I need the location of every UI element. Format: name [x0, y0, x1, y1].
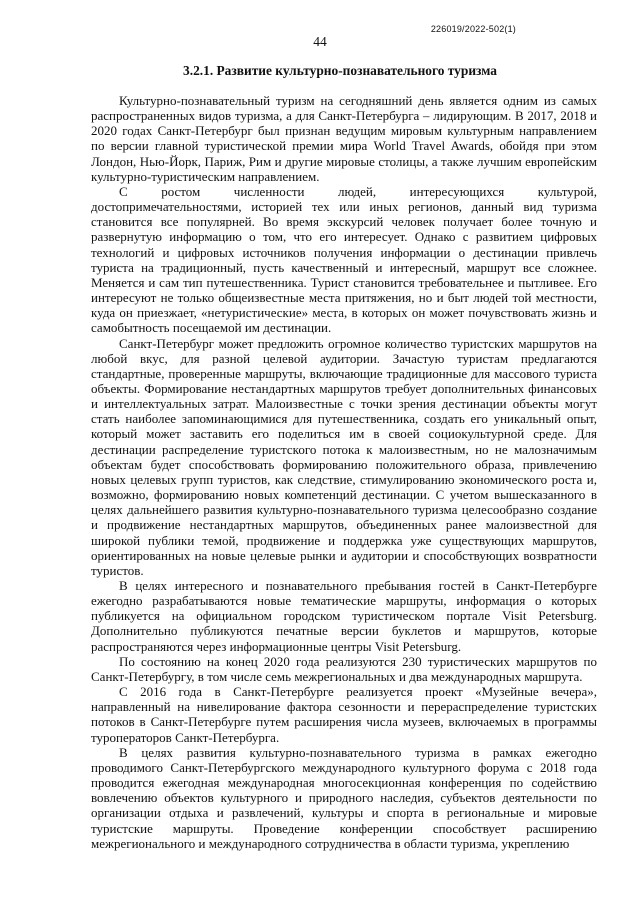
paragraph: С ростом численности людей, интересующихся культурой, достопримечательностями, историей тех или иных регионов, данный вид туризма становится все популярней. Во время экскурсий человек получает более точную и развернутую информацию о том, что его интересует. Однако с развитием цифровых технологий и цифровых источников получения информации о дестинации привлечь туриста на традиционный, пусть качественный и интересный, маршрут все сложнее. Меняется и сам тип путешественника. Турист становится требовательнее и пытливее. Его интересуют не только общеизвестные места притяжения, но и быт людей той местности, куда он приезжает, «нетуристические» места, в которых он может почувствовать жизнь и самобытность посещаемой им дестинации.: [91, 183, 597, 336]
paragraph: В целях интересного и познавательного пребывания гостей в Санкт-Петербурге ежегодно разрабатываются новые тематические маршруты, информация о которых публикуется на официальном городском туристическом портале Visit Petersburg. Дополнительно публикуются печатные версии буклетов и маршрутов, которые распространяются через информационные центры Visit Petersburg.: [91, 578, 597, 654]
paragraph: В целях развития культурно-познавательного туризма в рамках ежегодно проводимого Санкт-Петербургского международного культурного форума с 2018 года проводится ежегодная международная многосекционная конференция по содействию вовлечению объектов культурного и природного наследия, субъектов деятельности по организации отдыха и развлечений, культуры и спорта в региональные и мировые туристские маршруты. Проведение конференции способствует расширению межрегионального и международного сотрудничества в области туризма, укреплению: [91, 744, 597, 851]
paragraph: По состоянию на конец 2020 года реализуются 230 туристических маршрутов по Санкт-Петербургу, в том числе семь межрегиональных и два международных маршрута.: [91, 653, 597, 684]
paragraph: Санкт-Петербург может предложить огромное количество туристских маршрутов на любой вкус, для разной целевой аудитории. Зачастую туристам предлагаются стандартные, проверенные маршруты, включающие традиционные для массового туриста объекты. Формирование нестандартных маршрутов требует дополнительных финансовых и интеллектуальных затрат. Малоизвестные с точки зрения дестинации объекты могут стать наиболее запоминающимися для путешественника, создать его уникальный опыт, который может заставить его поделиться им в своей социокультурной среде. Для дестинации распределение туристского потока к малоизвестным, но не малозначимым объектам будет способствовать формированию положительного образа, привлечению новых целевых групп туристов, как следствие, стимулированию экономического роста и, возможно, формированию новых компетенций дестинации. С учетом вышесказанного в целях дальнейшего развития культурно-познавательного туризма целесообразно создание и продвижение нестандартных маршрутов, объединенных ранее малоизвестной для широкой публики темой, продвижение и поддержка уже существующих маршрутов, ориентированных на новые целевые рынки и аудитории и способствующих возвратности туристов.: [91, 335, 597, 578]
body-text: [91, 93, 597, 851]
page-number: 44: [313, 34, 327, 49]
paragraph: Культурно-познавательный туризм на сегодняшний день является одним из самых распространенных видов туризма, а для Санкт-Петербурга – лидирующим. В 2017, 2018 и 2020 годах Санкт-Петербург был признан ведущим мировым культурным направлением по версии главной туристической премии мира World Travel Awards, обойдя при этом Лондон, Нью-Йорк, Париж, Рим и другие мировые столицы, а также лучшим европейским культурно-туристическим направлением.: [91, 93, 597, 184]
paragraph: С 2016 года в Санкт-Петербурге реализуется проект «Музейные вечера», направленный на нивелирование фактора сезонности и перераспределение туристских потоков в Санкт-Петербурге путем расширения числа музеев, включаемых в программы туроператоров Санкт-Петербурга.: [91, 684, 597, 745]
section-heading: 3.2.1. Развитие культурно-познавательного туризма: [183, 63, 497, 78]
document-id: 226019/2022-502(1): [430, 24, 516, 34]
